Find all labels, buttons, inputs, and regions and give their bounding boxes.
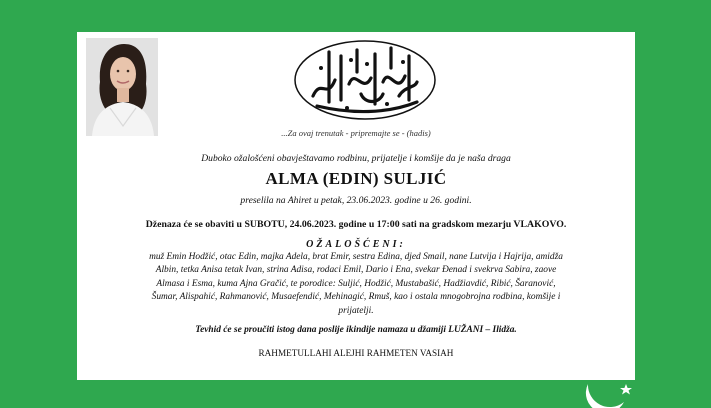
crescent-star-icon bbox=[327, 0, 385, 22]
mourners-line: Almasa i Esma, kuma Ajna Gračić, te porodice: Suljić, Hodžić, Mustabašić, Hadžiavdić, Ribić, Šaranović, bbox=[156, 278, 556, 289]
hadis-quote: ...Za ovaj trenutak - pripremajte se - (hadis) bbox=[281, 128, 431, 138]
mourners-line: Šumar, Alispahić, Rahmanović, Musaefendić, Mehinagić, Rmuš, kao i ostala mnogobrojna rodbina, komšije i bbox=[151, 292, 561, 303]
mourners-list bbox=[77, 251, 635, 318]
funeral-info: Dženaza će se obaviti u SUBOTU, 24.06.2023. godine u 17:00 sati na gradskom mezarju VLAKOVO. bbox=[145, 219, 567, 230]
deceased-name: ALMA (EDIN) SULJIĆ bbox=[265, 169, 447, 188]
arabic-calligraphy-icon bbox=[291, 38, 439, 122]
mourners-line: Albin, tetka Anisa tetak Ivan, strina Adisa, rodaci Emil, Dario i Ena, svekar Đenad i svekrva Sabira, zaove bbox=[155, 265, 557, 276]
mourners-title: OŽALOŠĆENI: bbox=[306, 239, 406, 250]
portrait-photo bbox=[86, 38, 158, 136]
intro-text: Duboko ožalošćeni obavještavamo rodbinu, prijatelje i komšije da je naša draga bbox=[201, 153, 511, 164]
mourners-line: muž Emin Hodžić, otac Edin, majka Adela, brat Emir, sestra Edina, djed Smail, nane Lutvija i Hajrija, amidža bbox=[149, 252, 563, 262]
obituary-card bbox=[77, 32, 635, 380]
closing-prayer: RAHMETULLAHI ALEJHI RAHMETEN VASIAH bbox=[258, 348, 454, 358]
passing-date-text: preselila na Ahiret u petak, 23.06.2023. godine u 26. godini. bbox=[240, 195, 472, 206]
tevhid-info: Tevhid će se proučiti istog dana poslije ikindije namaza u džamiji LUŽANI – Ilidža. bbox=[195, 325, 517, 335]
mourners-line: prijatelji. bbox=[338, 305, 374, 316]
crescent-star-icon bbox=[580, 378, 640, 408]
